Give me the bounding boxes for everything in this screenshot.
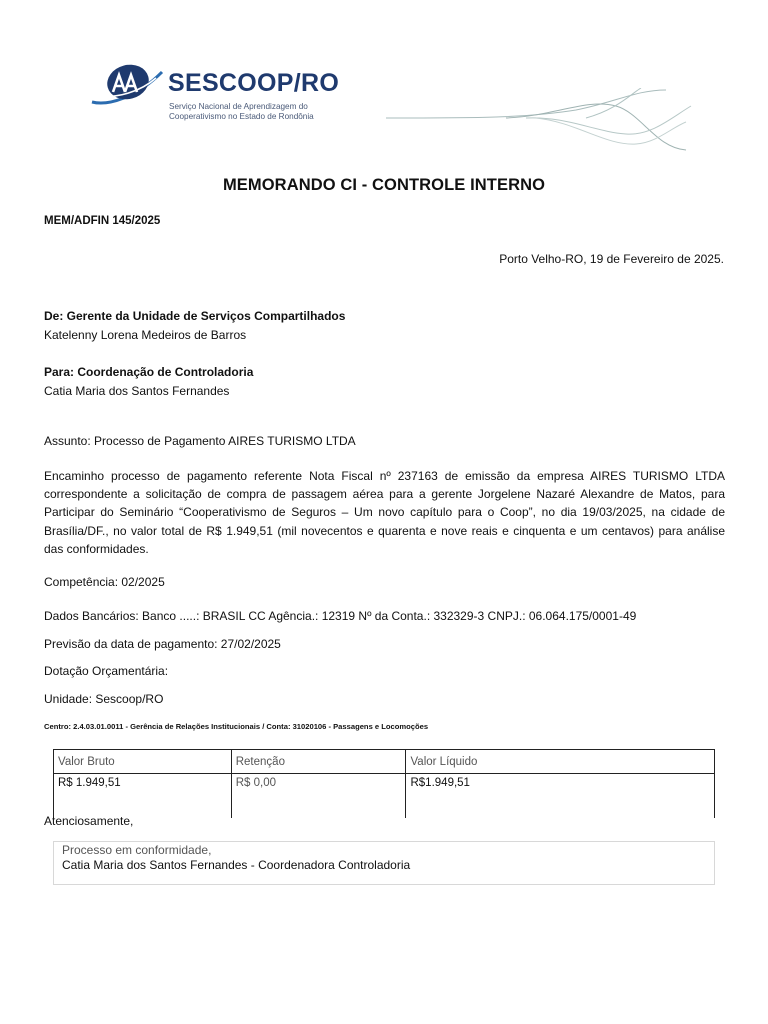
to-label: Para: Coordenação de Controladoria <box>44 365 254 379</box>
header-valor-liquido: Valor Líquido <box>406 750 715 774</box>
dados-bancarios: Dados Bancários: Banco .....: BRASIL CC Agência.: 12319 Nº da Conta.: 332329-3 CNPJ.: 06.064.175/0001-49 <box>44 609 637 623</box>
from-label: De: Gerente da Unidade de Serviços Compartilhados <box>44 309 346 323</box>
from-name: Katelenny Lorena Medeiros de Barros <box>44 328 247 342</box>
conformity-label: Processo em conformidade, <box>62 843 212 857</box>
dotacao-orcamentaria: Dotação Orçamentária: <box>44 664 169 678</box>
table-row <box>54 774 715 819</box>
brand-name: SESCOOP/RO <box>168 69 340 97</box>
cell-valor-liquido: R$1.949,51 <box>406 774 715 819</box>
previsao-pagamento: Previsão da data de pagamento: 27/02/2025 <box>44 637 281 651</box>
decorative-waves <box>386 88 696 154</box>
conformity-box <box>53 841 715 885</box>
unidade: Unidade: Sescoop/RO <box>44 692 164 706</box>
brand-subtitle-line2: Cooperativismo no Estado de Rondônia <box>169 111 314 121</box>
header-retencao: Retenção <box>231 750 406 774</box>
closing: Atenciosamente, <box>44 814 134 828</box>
memo-number: MEM/ADFIN 145/2025 <box>44 215 161 227</box>
values-table <box>53 749 715 818</box>
header-valor-bruto: Valor Bruto <box>54 750 232 774</box>
brand-subtitle-line1: Serviço Nacional de Aprendizagem do <box>169 102 308 111</box>
sescoop-emblem-icon <box>88 62 166 110</box>
conformity-signature: Catia Maria dos Santos Fernandes - Coordenadora Controladoria <box>62 858 411 872</box>
sescoop-logo <box>88 60 378 124</box>
subject: Assunto: Processo de Pagamento AIRES TURISMO LTDA <box>44 434 356 448</box>
brand-subtitle <box>169 102 314 121</box>
competencia: Competência: 02/2025 <box>44 575 165 589</box>
body-paragraph: Encaminho processo de pagamento referente Nota Fiscal nº 237163 de emissão da empresa AIRES TURISMO LTDA correspondente a solicitação de compra de passagem aérea para a gerente Jorgelene Nazaré Alexandre de Matos, para Participar do Seminário “Cooperativismo de Seguros – Um novo capítulo para o Coop”, no dia 19/03/2025, na cidade de Brasília/DF., no valor total de R$ 1.949,51 (mil novecentos e quarenta e nove reais e cinquenta e um centavos) para análise das conformidades. <box>44 469 725 556</box>
memo-title: MEMORANDO CI - CONTROLE INTERNO <box>222 176 546 194</box>
memo-date: Porto Velho-RO, 19 de Fevereiro de 2025. <box>499 252 724 266</box>
table-header-row <box>54 750 715 774</box>
centro-conta: Centro: 2.4.03.01.0011 - Gerência de Relações Institucionais / Conta: 31020106 - Passagens e Locomoções <box>44 722 429 731</box>
to-name: Catia Maria dos Santos Fernandes <box>44 384 230 398</box>
cell-retencao: R$ 0,00 <box>231 774 406 819</box>
cell-valor-bruto: R$ 1.949,51 <box>54 774 232 819</box>
